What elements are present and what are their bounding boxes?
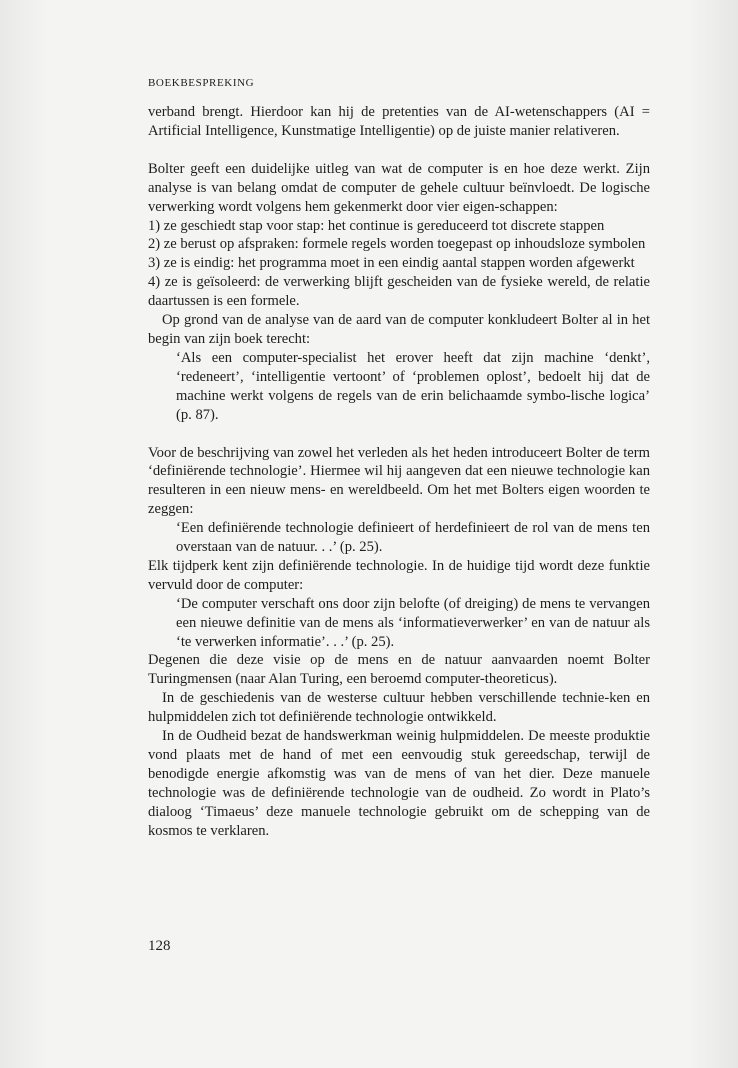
- list-item: 4) ze is geïsoleerd: de verwerking blijft gescheiden van de fysieke wereld, de relatie daartussen is een formele.: [148, 274, 650, 310]
- running-header: BOEKBESPREKING: [148, 77, 255, 89]
- paragraph: Degenen die deze visie op de mens en de natuur aanvaarden noemt Bolter Turingmensen (naar Alan Turing, een beroemd computer-theoreticus).: [148, 652, 650, 688]
- article-body: [148, 103, 650, 841]
- paragraph-gap: [148, 425, 650, 444]
- paragraph: Voor de beschrijving van zowel het verleden als het heden introduceert Bolter de term ‘definiërende technologie’. Hiermee wil hij aangeven dat een nieuwe technologie kan resulteren in een nieuw mens- en wereldbeeld. Om het met Bolters eigen woorden te zeggen:: [148, 444, 650, 518]
- paragraph-gap: [148, 141, 650, 160]
- paragraph: Elk tijdperk kent zijn definiërende technologie. In de huidige tijd wordt deze funktie vervuld door de computer:: [148, 557, 650, 593]
- paragraph: Bolter geeft een duidelijke uitleg van wat de computer is en hoe deze werkt. Zijn analyse is van belang omdat de computer de gehele cultuur beïnvloedt. De logische verwerking wordt volgens hem gekenmerkt door vier eigen-schappen:: [148, 160, 650, 215]
- paragraph: Op grond van de analyse van de aard van de computer konkludeert Bolter al in het begin van zijn boek terecht:: [148, 312, 650, 347]
- paragraph: In de geschiedenis van de westerse cultuur hebben verschillende technie-ken en hulpmiddelen zich tot definiërende technologie ontwikkeld.: [148, 690, 650, 726]
- list-item: 1) ze geschiedt stap voor stap: het continue is gereduceerd tot discrete stappen: [148, 217, 605, 234]
- block-quote: ‘Als een computer-specialist het erover heeft dat zijn machine ‘denkt’, ‘redeneert’, ‘intelligentie vertoont’ of ‘problemen oplost’, bedoelt hij dat de machine werkt volgens de regels van de erin belichaamde symbo-lische logica’ (p. 87).: [176, 349, 650, 423]
- block-quote: ‘De computer verschaft ons door zijn belofte (of dreiging) de mens te vervangen een nieuwe definitie van de mens als ‘informatieverwerker’ en van de natuur als ‘te verwerken informatie’. . .’ (p. 25).: [176, 595, 650, 650]
- block-quote: ‘Een definiërende technologie definieert of herdefinieert de rol van de mens ten overstaan van de natuur. . .’ (p. 25).: [176, 520, 650, 556]
- page-edge-shadow-left: [0, 0, 48, 1068]
- paragraph: In de Oudheid bezat de handswerkman weinig hulpmiddelen. De meeste produktie vond plaats met de hand of met een eenvoudig stuk gereedschap, terwijl de benodigde energie afkomstig was van de mens of van het dier. Deze manuele technologie was de definiërende technologie van de oudheid. Zo wordt in Plato’s dialoog ‘Timaeus’ deze manuele technologie gebruikt om de schepping van de kosmos te verklaren.: [148, 728, 650, 839]
- paragraph: verband brengt. Hierdoor kan hij de pretenties van de AI-wetenschappers (AI = Artificial Intelligence, Kunstmatige Intelligentie) op de juiste manier relativeren.: [148, 104, 650, 139]
- page-edge-shadow-right: [688, 0, 738, 1068]
- list-item: 3) ze is eindig: het programma moet in een eindig aantal stappen worden afgewerkt: [148, 255, 635, 272]
- page-number: 128: [148, 938, 171, 954]
- list-item: 2) ze berust op afspraken: formele regels worden toegepast op inhoudsloze symbolen: [148, 236, 646, 253]
